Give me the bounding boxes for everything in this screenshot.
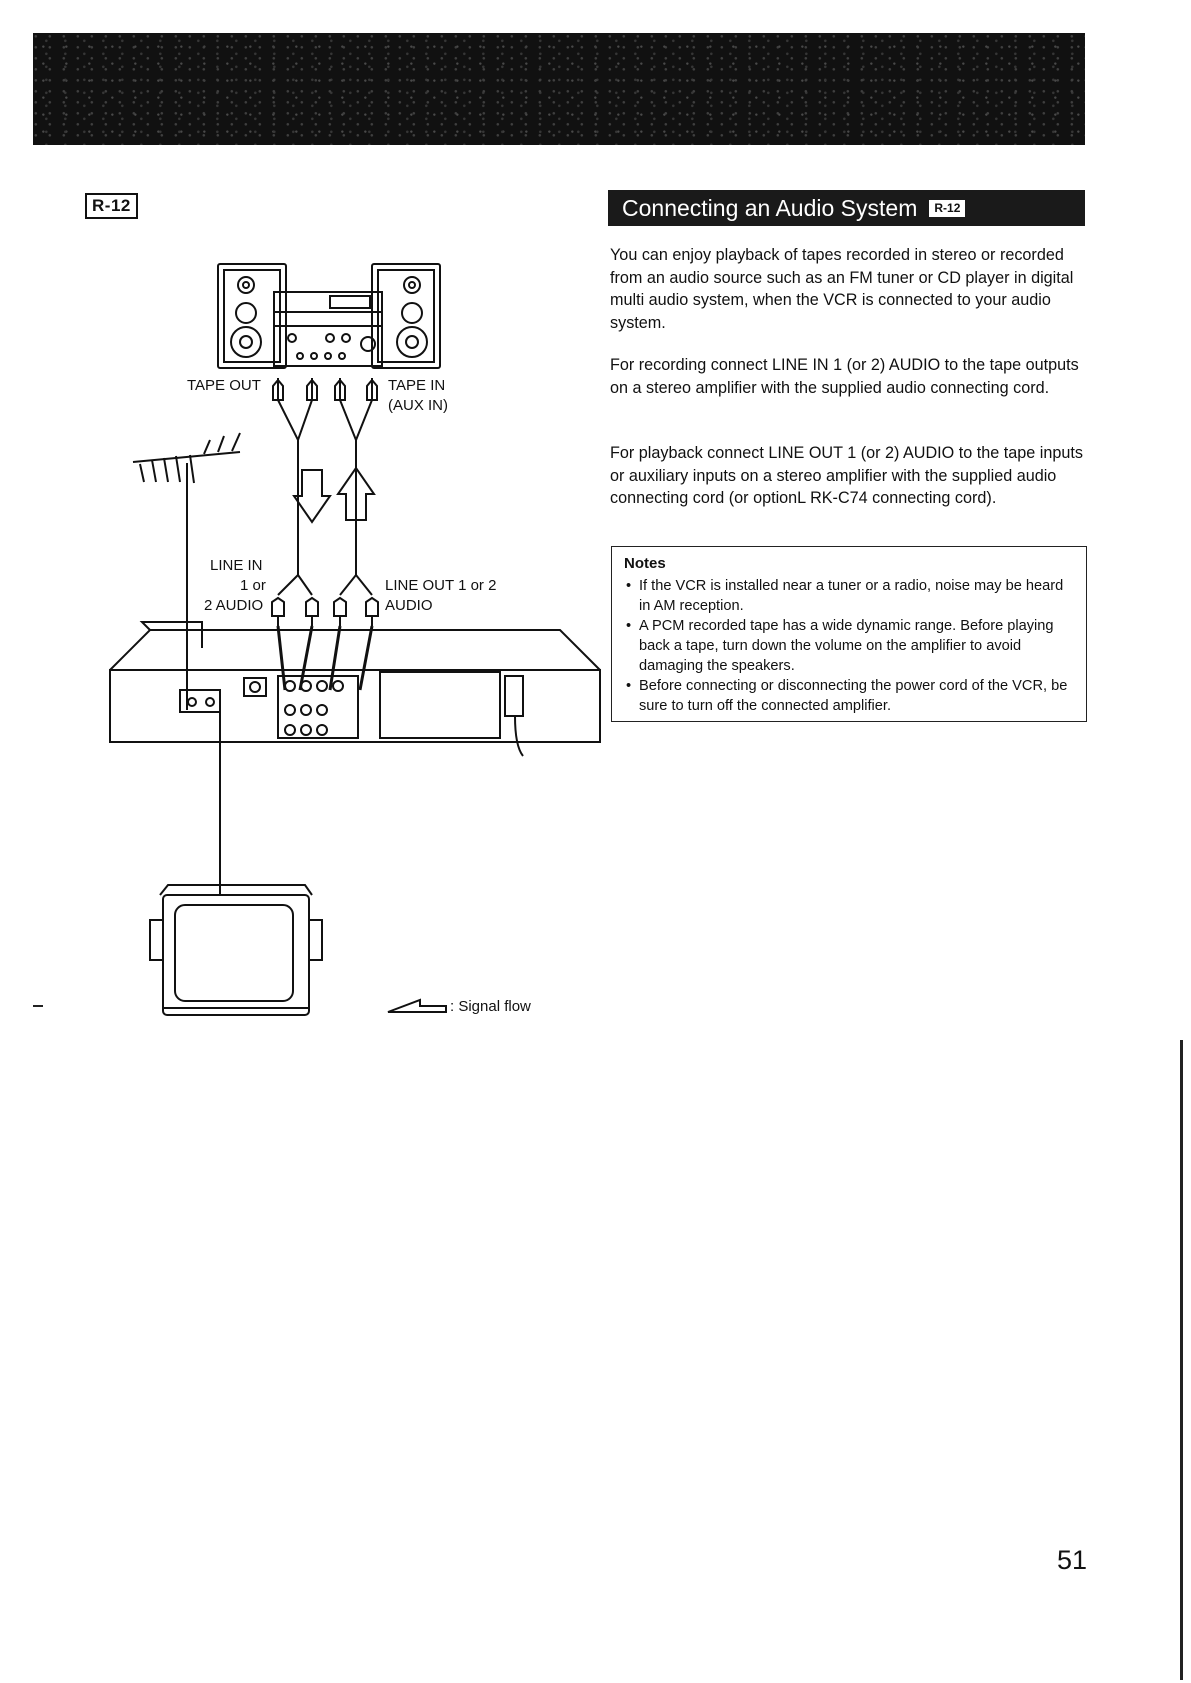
label-line-out: LINE OUT 1 or 2	[385, 577, 497, 594]
label-line-in: LINE IN	[210, 557, 263, 574]
note-item: • A PCM recorded tape has a wide dynamic range. Before playing back a tape, turn down the volume on the amplifier to avoid damaging the speakers.	[639, 616, 1074, 676]
diagram-tag: R-12	[85, 193, 138, 219]
down-arrow-icon	[294, 470, 330, 522]
page-edge-line	[1180, 1040, 1183, 1680]
label-tape-out: TAPE OUT	[187, 377, 261, 394]
label-line-out-audio: AUDIO	[385, 597, 433, 614]
label-tape-in: TAPE IN	[388, 377, 446, 394]
stereo-system-icon	[218, 264, 440, 368]
label-signal-flow: : Signal flow	[450, 998, 531, 1015]
connection-diagram	[0, 0, 620, 1040]
paragraph-intro: You can enjoy playback of tapes recorded in stereo or recorded from an audio source such as an FM tuner or CD player in digital multi audio system, when the VCR is connected to your audio system.	[610, 246, 1074, 332]
tv-icon	[150, 885, 322, 1015]
label-line-in-sub: 1 or	[240, 577, 266, 594]
connection-diagram-svg	[0, 0, 620, 1040]
section-badge: R-12	[929, 200, 965, 217]
page-number: 51	[1056, 1545, 1087, 1575]
notes-list	[624, 576, 1074, 716]
tape-plugs-icon	[273, 378, 377, 400]
section-title: Connecting an Audio System	[622, 194, 918, 221]
notes-title: Notes	[624, 555, 666, 572]
label-aux-in: (AUX IN)	[388, 397, 448, 414]
note-item: • Before connecting or disconnecting the power cord of the VCR, be sure to turn off the connected amplifier.	[639, 676, 1074, 716]
paragraph-recording: For recording connect LINE IN 1 (or 2) AUDIO to the tape outputs on a stereo amplifier with the supplied audio connecting cord.	[610, 356, 1079, 397]
notes-box	[611, 546, 1087, 722]
audio-cords	[278, 400, 372, 595]
paragraph-playback: For playback connect LINE OUT 1 (or 2) AUDIO to the tape inputs or auxiliary inputs on a stereo amplifier with the supplied audio connecting cord (or optionL RK-C74 connecting cord).	[610, 444, 1083, 508]
vcr-icon	[110, 622, 600, 756]
section-heading	[608, 190, 1085, 226]
line-plugs-icon	[272, 598, 378, 626]
signal-flow-icon	[388, 1000, 446, 1012]
note-item: • If the VCR is installed near a tuner or a radio, noise may be heard in AM reception.	[639, 576, 1074, 616]
label-line-in-audio: 2 AUDIO	[204, 597, 264, 614]
margin-mark	[33, 1005, 43, 1007]
